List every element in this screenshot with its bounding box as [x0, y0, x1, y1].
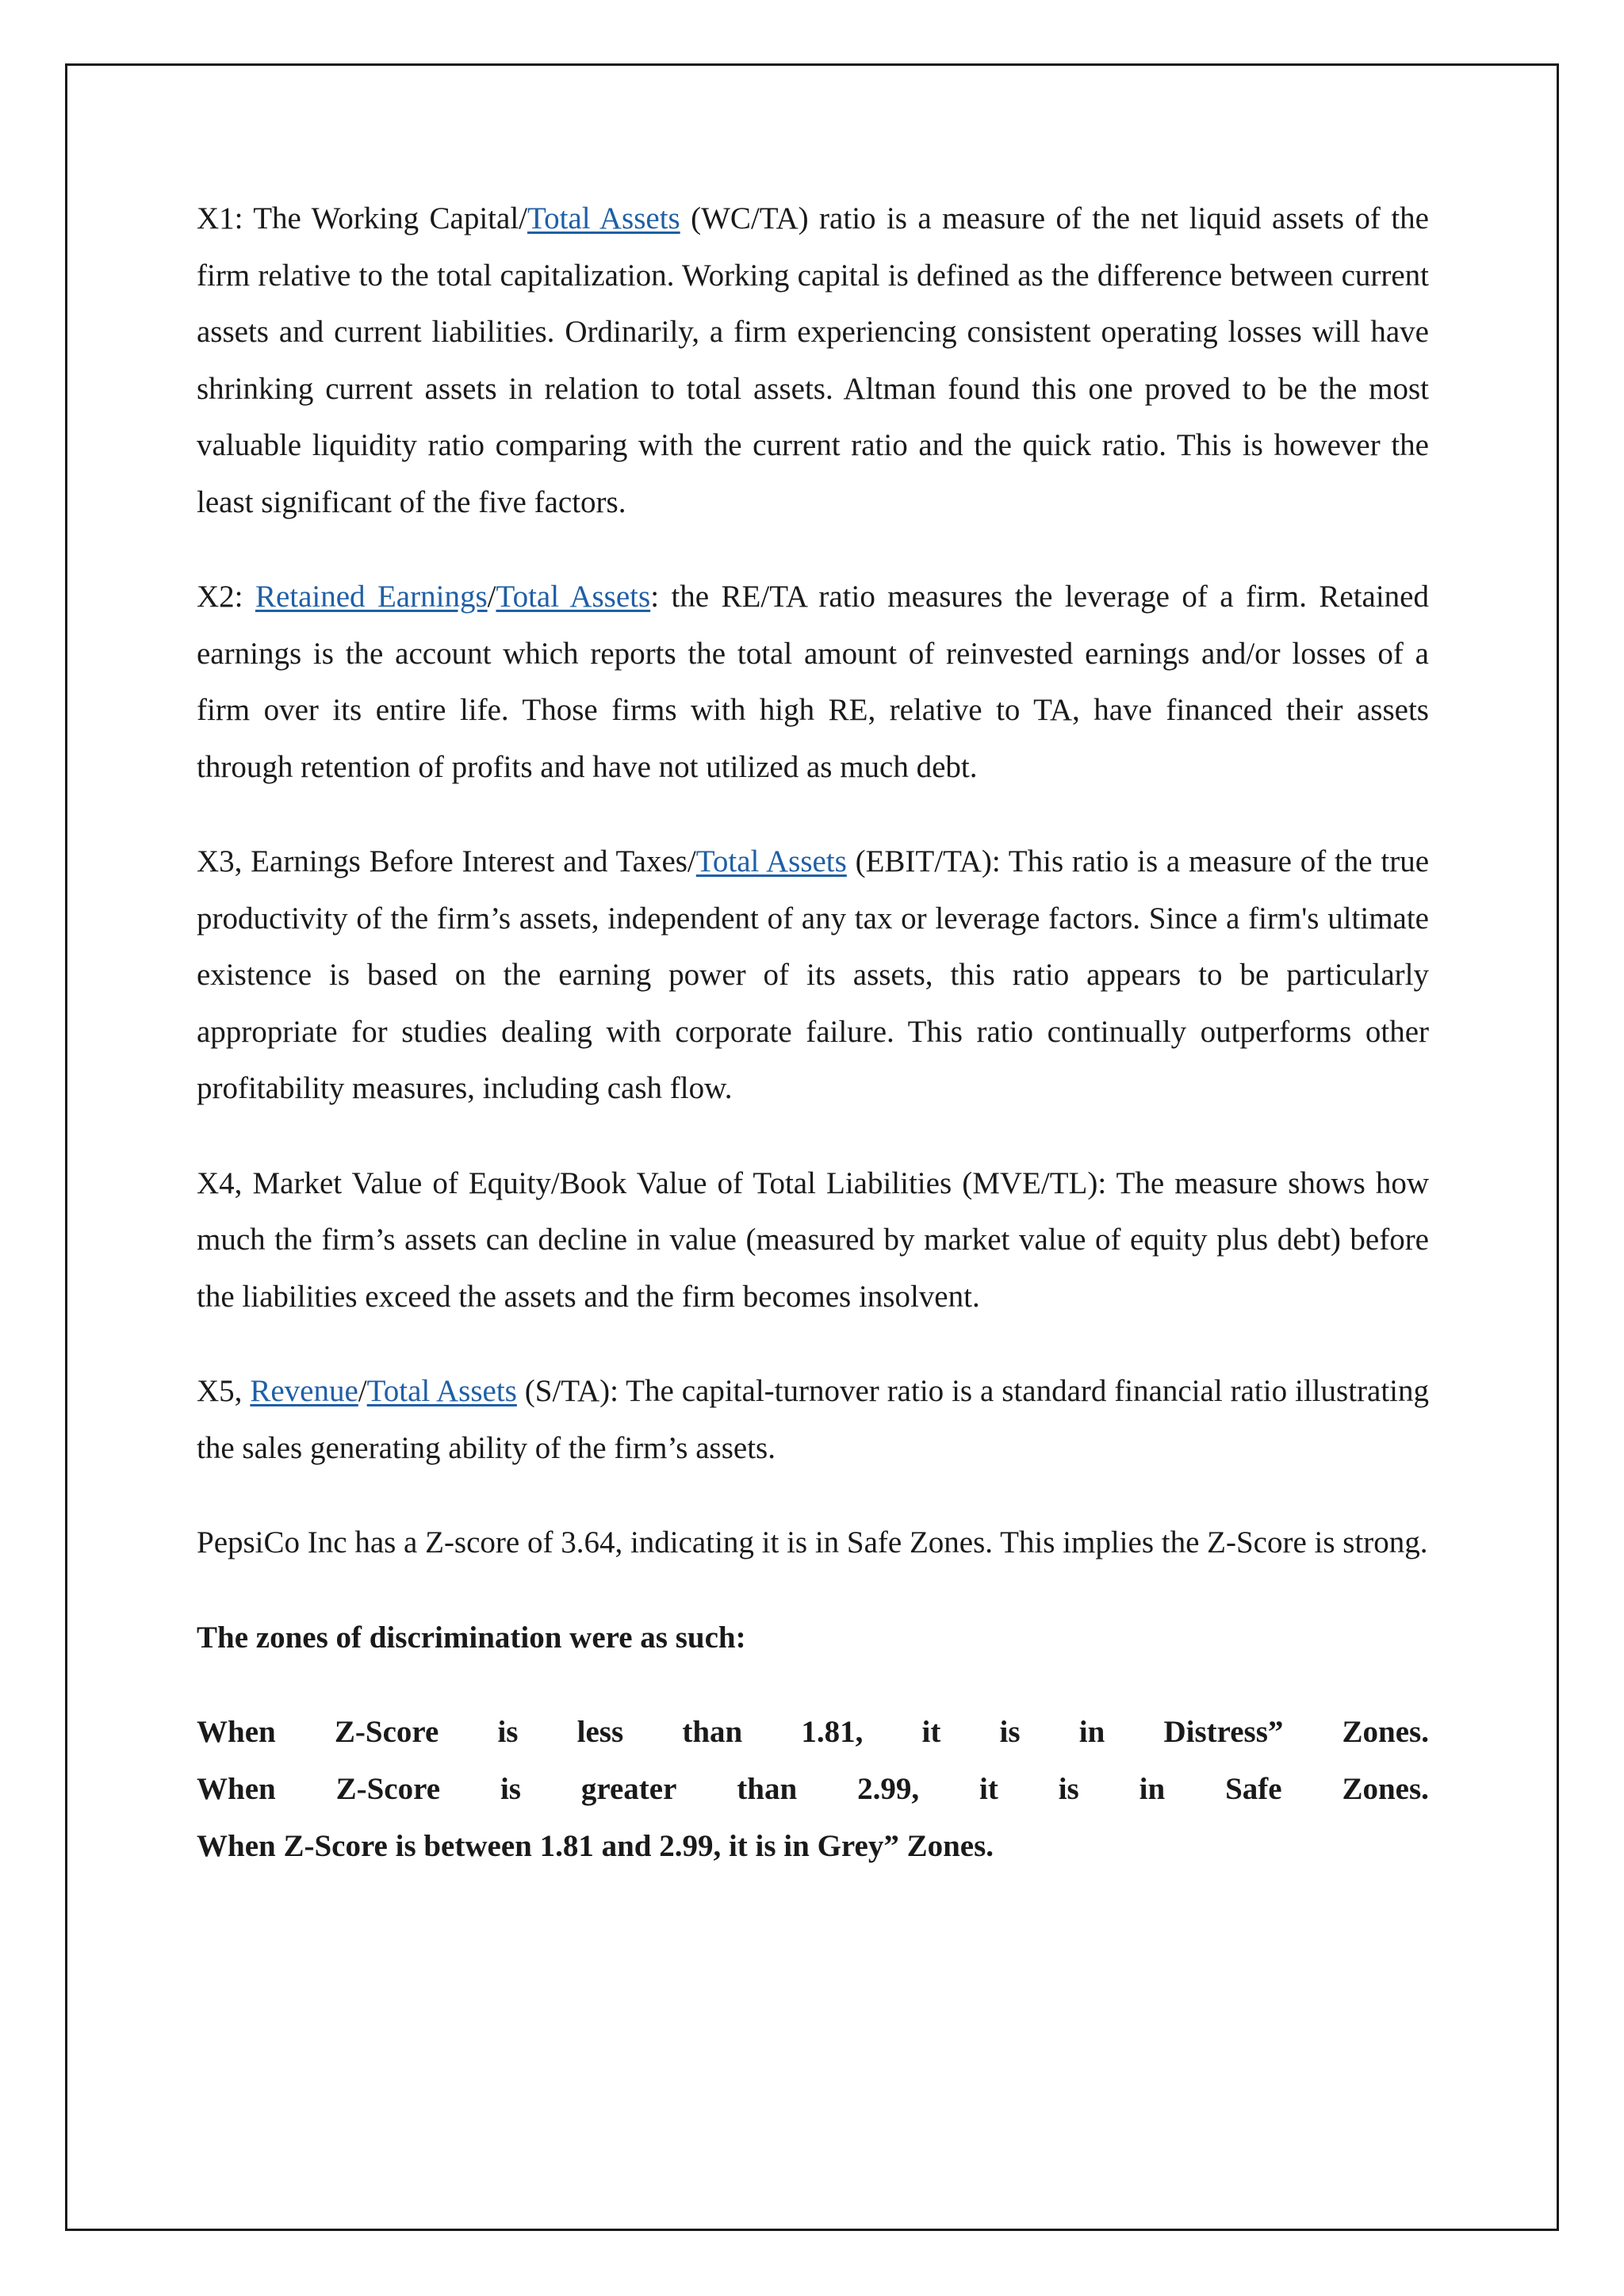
paragraph-x4: X4, Market Value of Equity/Book Value of Total Liabilities (MVE/TL): The measure shows how much the firm’s assets can decline in value (measured by market value of equity plus debt) before the liabilities exceed the assets and the firm becomes insolvent.	[197, 1165, 1429, 1314]
zone-word: When	[197, 1772, 276, 1806]
x2-text: : the RE/TA ratio measures the leverage of a firm. Retained earnings is the account which reports the total amount of reinvested earnings and/or losses of a firm over its entire life. Those firms with high RE, relative to TA, have financed their assets through retention of profits and have not utilized as much debt.	[197, 580, 1429, 784]
x3-text: (EBIT/TA): This ratio is a measure of the true productivity of the firm’s assets, independent of any tax or leverage factors. Since a firm's ultimate existence is based on the earning power of its assets, this ratio appears to be particularly appropriate for studies dealing with corporate failure. This ratio continually outperforms other profitability measures, including cash flow.	[197, 844, 1430, 1105]
x1-text: (WC/TA) ratio is a measure of the net liquid assets of the firm relative to the total capitalization. Working capital is defined as the difference between current assets and current liabilities. Ordinarily, a firm experiencing consistent operating losses will have shrinking current assets in relation to total assets. Altman found this one proved to be the most valuable liquidity ratio comparing with the current ratio and the quick ratio. This is however the least significant of the five factors.	[197, 201, 1429, 519]
zone-word: in	[1078, 1715, 1105, 1749]
zone-word: than	[682, 1715, 743, 1749]
paragraph-x2	[197, 568, 1429, 795]
zone-word: than	[737, 1772, 798, 1806]
x2-prefix: X2:	[197, 580, 255, 614]
total-assets-link[interactable]: Total Assets	[695, 844, 847, 878]
total-assets-link[interactable]: Total Assets	[496, 580, 651, 614]
zone-word: Z-Score	[335, 1772, 441, 1806]
x1-prefix: X1: The Working Capital/	[197, 201, 527, 235]
zone-word: greater	[580, 1772, 677, 1806]
zone-word: 2.99,	[857, 1772, 920, 1806]
zone-word: is	[500, 1772, 521, 1806]
x5-separator: /	[358, 1374, 367, 1408]
paragraph-x3	[197, 833, 1429, 1117]
x5-prefix: X5,	[197, 1374, 251, 1408]
zone-word: is	[497, 1715, 519, 1749]
paragraph-x5	[197, 1363, 1429, 1476]
zone-word: 1.81,	[801, 1715, 864, 1749]
zone-line-safe	[197, 1761, 1429, 1818]
x5-text: (S/TA): The capital-turnover ratio is a standard financial ratio illustrating the sales generating ability of the firm’s assets.	[197, 1374, 1429, 1465]
zone-word: it	[921, 1715, 941, 1749]
zone-word: Zones.	[1342, 1715, 1429, 1749]
zone-word: is	[999, 1715, 1021, 1749]
zone-line-distress	[197, 1704, 1429, 1761]
zone-line-grey: When Z-Score is between 1.81 and 2.99, it is in Grey” Zones.	[197, 1829, 994, 1863]
zone-word: Zones.	[1342, 1772, 1429, 1806]
paragraph-x1	[197, 190, 1429, 530]
zones-heading: The zones of discrimination were as such:	[197, 1620, 746, 1655]
x3-prefix: X3, Earnings Before Interest and Taxes/	[197, 844, 696, 878]
zone-word: When	[197, 1715, 276, 1749]
x2-separator: /	[487, 580, 496, 614]
retained-earnings-link[interactable]: Retained Earnings	[255, 580, 488, 614]
zone-word: it	[979, 1772, 998, 1806]
zone-word: Safe	[1225, 1772, 1282, 1806]
total-assets-link[interactable]: Total Assets	[366, 1374, 517, 1408]
zone-word: less	[576, 1715, 624, 1749]
zone-word: is	[1058, 1772, 1079, 1806]
total-assets-link[interactable]: Total Assets	[527, 201, 680, 235]
zone-word: Distress”	[1163, 1715, 1284, 1749]
zone-word: Z-Score	[334, 1715, 439, 1749]
revenue-link[interactable]: Revenue	[250, 1374, 358, 1408]
paragraph-pepsico-zscore: PepsiCo Inc has a Z-score of 3.64, indicating it is in Safe Zones. This implies the Z-Score is strong.	[197, 1525, 1428, 1559]
zone-word: in	[1139, 1772, 1166, 1806]
document-body	[197, 190, 1429, 1875]
